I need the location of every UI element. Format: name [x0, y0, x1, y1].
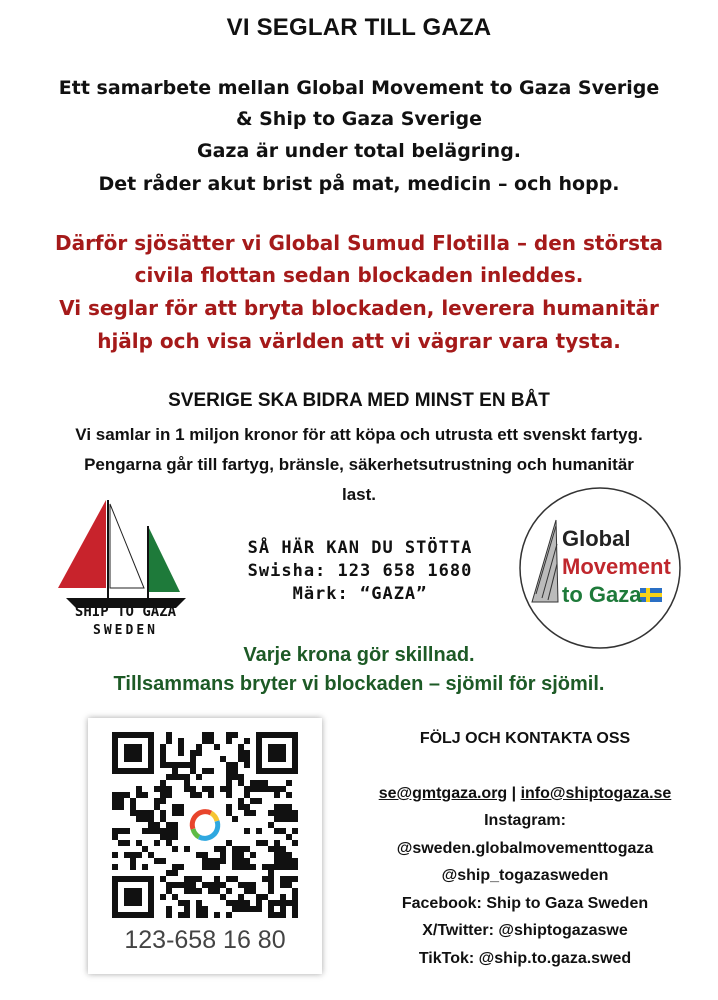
- twitter-handle: X/Twitter: @shiptogazaswe: [422, 922, 628, 939]
- facebook-handle: Facebook: Ship to Gaza Sweden: [401, 895, 649, 912]
- boat-line-1: Vi samlar in 1 miljon kronor för att köpa och utrusta ett svenskt fartyg.: [75, 425, 643, 444]
- gmg-text-1: Global: [562, 526, 631, 551]
- instagram-handle-1: @sweden.globalmovementtogaza: [396, 840, 654, 857]
- flotilla-line-1: Därför sjösätter vi Global Sumud Flotilla – den största: [54, 231, 664, 255]
- global-movement-logo: [516, 484, 684, 652]
- intro-line-4: Det råder akut brist på mat, medicin – och hopp.: [98, 173, 620, 195]
- tiktok-handle: TikTok: @ship.to.gaza.swed: [418, 950, 632, 967]
- qr-finder-1: [112, 732, 154, 774]
- qr-finder-2: [256, 732, 298, 774]
- email-separator: |: [507, 785, 521, 802]
- ship-to-gaza-logo: [58, 500, 193, 650]
- instagram-handle-2: @ship_togazasweden: [441, 867, 609, 884]
- support-ref: Märk: “GAZA”: [292, 584, 428, 604]
- gmg-text-2: Movement: [562, 554, 671, 579]
- qr-code: [88, 718, 322, 918]
- contact-heading: FÖLJ OCH KONTAKTA OSS: [419, 730, 631, 747]
- intro-line-2: & Ship to Gaza Sverige: [235, 108, 483, 130]
- email-link-2[interactable]: info@shiptogaza.se: [520, 785, 672, 802]
- closing-line-2: Tillsammans bryter vi blockaden – sjömil för sjömil.: [113, 673, 605, 695]
- gmg-text-3: to Gaza: [562, 582, 642, 607]
- swish-logo-icon: [183, 803, 227, 847]
- boat-line-2: Pengarna går till fartyg, bränsle, säkerhetsutrustning och humanitär: [84, 455, 634, 474]
- ship-logo-text-1: SHIP TO GAZA: [74, 604, 177, 620]
- instagram-label: Instagram:: [484, 812, 566, 829]
- swish-qr-card: [88, 718, 322, 974]
- email-row: [340, 785, 710, 803]
- ship-logo-text-2: SWEDEN: [93, 623, 158, 638]
- flotilla-line-3: Vi seglar för att bryta blockaden, leverera humanitär: [59, 296, 659, 320]
- email-link-1[interactable]: se@gmtgaza.org: [378, 785, 508, 802]
- flotilla-line-2: civila flottan sedan blockaden inleddes.: [134, 263, 584, 287]
- intro-line-1: Ett samarbete mellan Global Movement to Gaza Sverige: [58, 77, 660, 99]
- boat-line-3: last.: [341, 485, 377, 504]
- page-title: VI SEGLAR TILL GAZA: [226, 14, 492, 41]
- support-swish: Swisha: 123 658 1680: [247, 561, 473, 581]
- qr-number: 123-658 16 80: [124, 926, 286, 954]
- boat-heading: SVERIGE SKA BIDRA MED MINST EN BÅT: [168, 390, 550, 411]
- flotilla-line-4: hjälp och visa världen att vi vägrar vara tysta.: [97, 329, 621, 353]
- intro-line-3: Gaza är under total belägring.: [196, 140, 522, 162]
- support-heading: SÅ HÄR KAN DU STÖTTA: [247, 538, 473, 558]
- qr-finder-3: [112, 876, 154, 918]
- closing-line-1: Varje krona gör skillnad.: [243, 644, 475, 666]
